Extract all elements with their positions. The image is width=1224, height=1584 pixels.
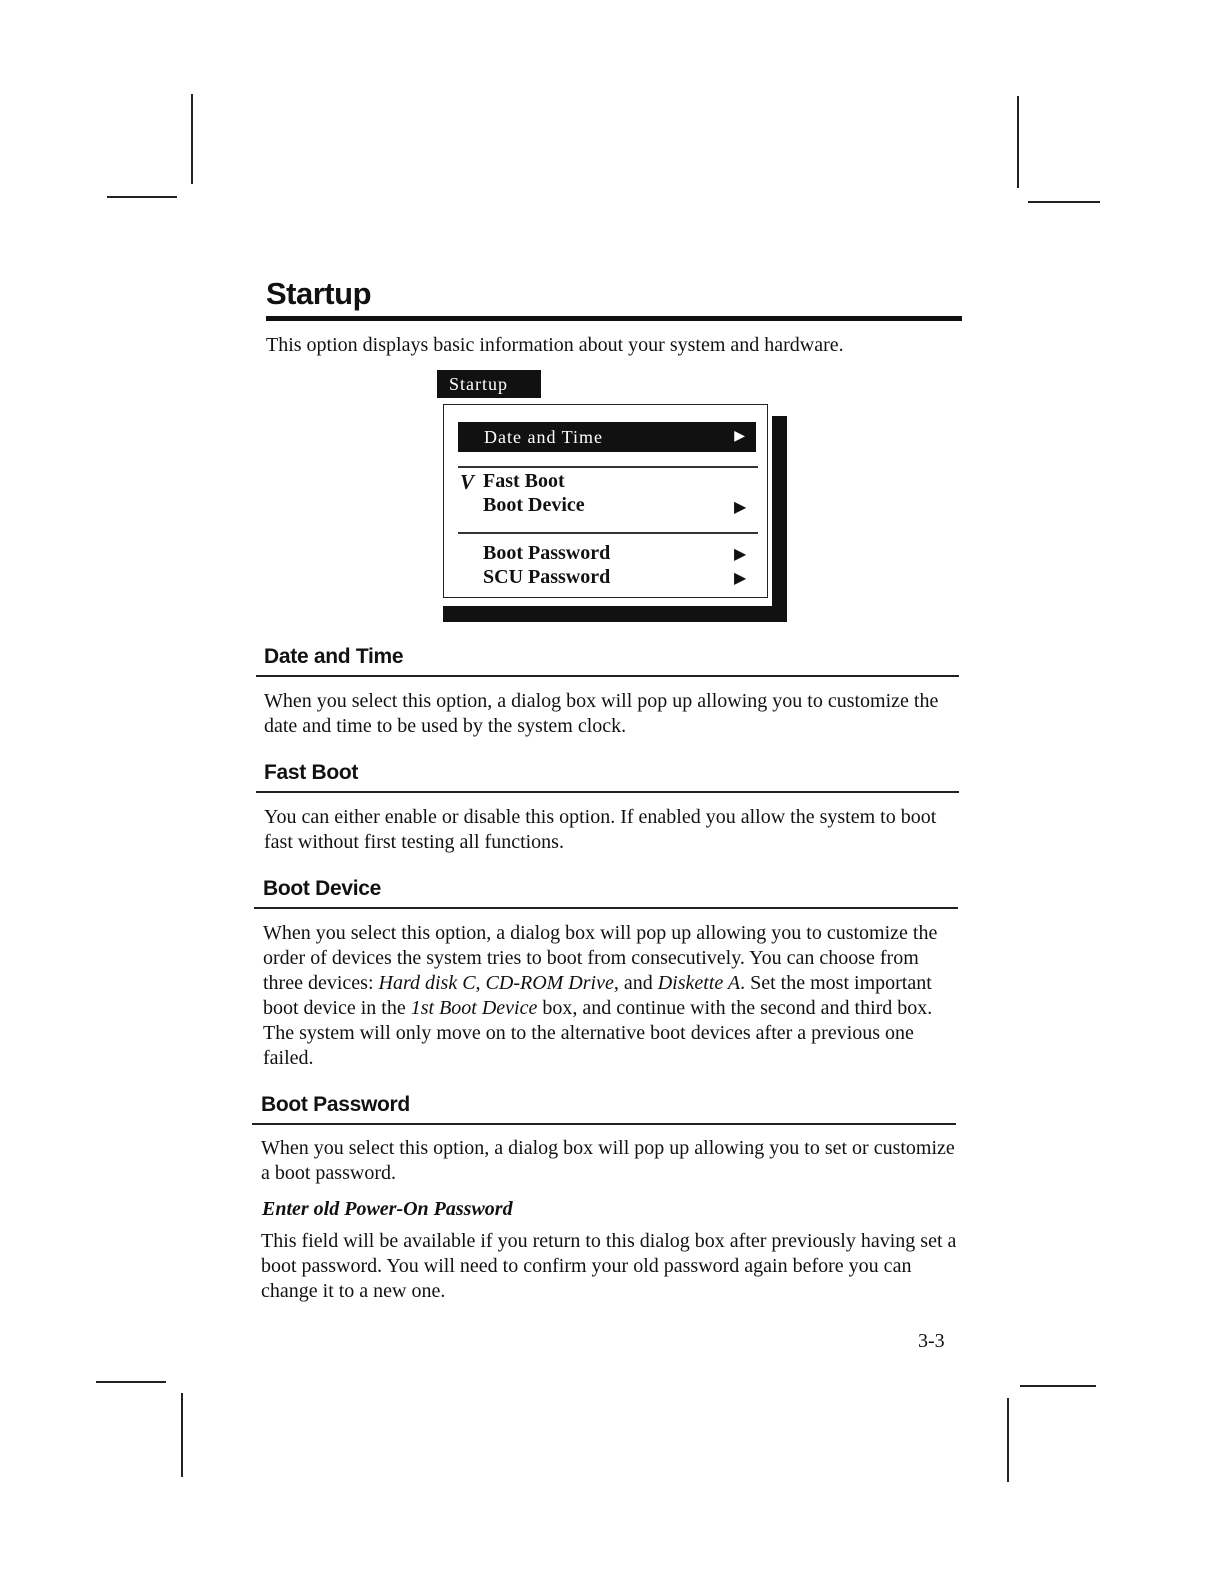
menu-separator: [458, 532, 758, 534]
menu-shadow: [772, 416, 787, 622]
section-body-old-password: This field will be available if you return to this dialog box after previously having set a boot password. You will need to confirm your old password again before you can change it to a new one.: [261, 1230, 957, 1302]
section-heading-boot-password: Boot Password: [261, 1093, 410, 1116]
crop-mark: [1020, 1385, 1096, 1387]
section-rule: [256, 791, 959, 793]
page-title: Startup: [266, 276, 371, 311]
crop-mark: [107, 196, 177, 198]
intro-text: This option displays basic information about your system and hardware.: [266, 334, 844, 356]
section-heading-date-time: Date and Time: [264, 645, 404, 668]
section-heading-fast-boot: Fast Boot: [264, 761, 359, 784]
section-body-fast-boot: You can either enable or disable this option. If enabled you allow the system to boot fast without first testing all functions.: [264, 806, 937, 853]
menu-item-date-and-time[interactable]: [458, 422, 756, 452]
subheading-old-password: Enter old Power-On Password: [262, 1198, 513, 1220]
section-heading-boot-device: Boot Device: [263, 877, 382, 900]
section-rule: [256, 675, 959, 677]
menu-shadow: [443, 606, 787, 622]
crop-mark: [96, 1381, 166, 1383]
menu-separator: [458, 466, 758, 468]
startup-menu-tab[interactable]: Startup: [437, 370, 541, 398]
menu-item-fast-boot[interactable]: Fast Boot: [483, 470, 565, 492]
crop-mark: [1007, 1398, 1009, 1482]
crop-mark: [1028, 201, 1100, 203]
title-rule: [266, 316, 962, 321]
crop-mark: [1017, 96, 1019, 188]
checkmark-icon: V: [460, 470, 475, 494]
submenu-arrow-icon: ▶: [734, 570, 747, 587]
page-number: 3-3: [918, 1330, 945, 1352]
crop-mark: [191, 94, 193, 184]
menu-item-boot-password[interactable]: Boot Password: [483, 542, 611, 564]
section-body-boot-password: When you select this option, a dialog box will pop up allowing you to set or customize a boot password.: [261, 1137, 955, 1184]
submenu-arrow-icon: ▶: [734, 429, 746, 444]
menu-item-boot-device[interactable]: Boot Device: [483, 494, 585, 516]
section-rule: [252, 1123, 956, 1125]
submenu-arrow-icon: ▶: [734, 499, 747, 516]
submenu-arrow-icon: ▶: [734, 546, 747, 563]
menu-item-label: Date and Time: [484, 427, 603, 447]
menu-item-scu-password[interactable]: SCU Password: [483, 566, 611, 588]
section-rule: [254, 907, 958, 909]
section-body-date-time: When you select this option, a dialog box will pop up allowing you to customize the date and time to be used by the system clock.: [264, 690, 939, 737]
section-body-boot-device: When you select this option, a dialog box will pop up allowing you to customize the order of devices the system tries to boot from consecutively. You can choose from three devices: Hard disk C, CD-ROM Drive, and Diskette A. Set the most important boot device in the 1st Boot Device box, and continue with the second and third box. The system will only move on to the alternative boot devices after a previous one failed.: [263, 922, 938, 1069]
crop-mark: [181, 1393, 183, 1477]
